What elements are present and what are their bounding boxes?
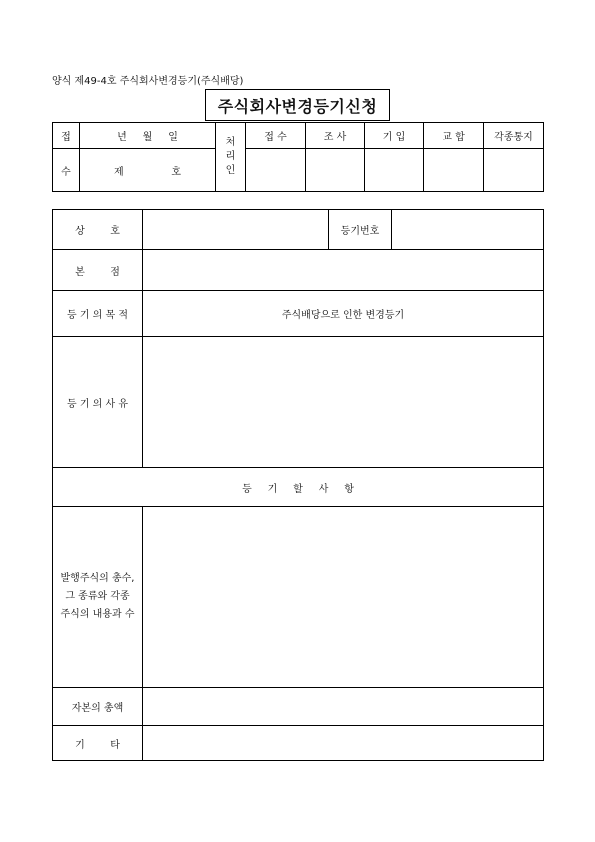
col-inspection: 조 사 bbox=[306, 123, 365, 149]
receipt-table bbox=[52, 122, 544, 192]
form-title-text: 주식회사변경등기신청 bbox=[217, 96, 378, 116]
other-value[interactable] bbox=[143, 726, 544, 761]
head-office-value[interactable] bbox=[143, 250, 544, 291]
registration-number-value[interactable] bbox=[392, 210, 544, 250]
col-collation: 교 합 bbox=[424, 123, 484, 149]
other-label: 기 타 bbox=[53, 726, 143, 761]
col-notices: 각종통지 bbox=[484, 123, 544, 149]
receipt-label-bottom: 수 bbox=[53, 149, 80, 192]
shares-label-line: 그 종류와 각종 bbox=[65, 591, 130, 602]
col-entry: 기 입 bbox=[365, 123, 424, 149]
shares-label-line: 발행주식의 총수, bbox=[60, 573, 135, 584]
stamp-collation[interactable] bbox=[424, 149, 484, 192]
registration-number-label: 등기번호 bbox=[329, 210, 392, 250]
registration-table bbox=[52, 209, 544, 761]
col-receipt: 접 수 bbox=[246, 123, 306, 149]
shares-label-line: 주식의 내용과 수 bbox=[60, 609, 135, 620]
receipt-label-top: 접 bbox=[53, 123, 80, 149]
reason-value[interactable] bbox=[143, 337, 544, 468]
shares-value[interactable] bbox=[143, 507, 544, 688]
purpose-label: 등 기 의 목 적 bbox=[53, 291, 143, 337]
company-name-label: 상 호 bbox=[53, 210, 143, 250]
stamp-entry[interactable] bbox=[365, 149, 424, 192]
stamp-inspection[interactable] bbox=[306, 149, 365, 192]
form-code: 양식 제49-4호 주식회사변경등기(주식배당) bbox=[52, 76, 244, 87]
processing-label bbox=[216, 123, 246, 192]
stamp-notices[interactable] bbox=[484, 149, 544, 192]
head-office-label: 본 점 bbox=[53, 250, 143, 291]
capital-label: 자본의 총액 bbox=[53, 688, 143, 726]
processing-label-char: 리 bbox=[225, 151, 236, 162]
processing-label-char: 인 bbox=[225, 165, 236, 176]
receipt-date[interactable]: 년 월 일 bbox=[80, 123, 216, 149]
capital-value[interactable] bbox=[143, 688, 544, 726]
processing-label-char: 처 bbox=[225, 137, 236, 148]
matters-header: 등 기 할 사 항 bbox=[53, 468, 544, 507]
form-title bbox=[205, 89, 390, 121]
purpose-value: 주식배당으로 인한 변경등기 bbox=[143, 291, 544, 337]
receipt-number[interactable]: 제 호 bbox=[80, 149, 216, 192]
stamp-receipt[interactable] bbox=[246, 149, 306, 192]
shares-label bbox=[53, 507, 143, 688]
reason-label: 등 기 의 사 유 bbox=[53, 337, 143, 468]
company-name-value[interactable] bbox=[143, 210, 329, 250]
